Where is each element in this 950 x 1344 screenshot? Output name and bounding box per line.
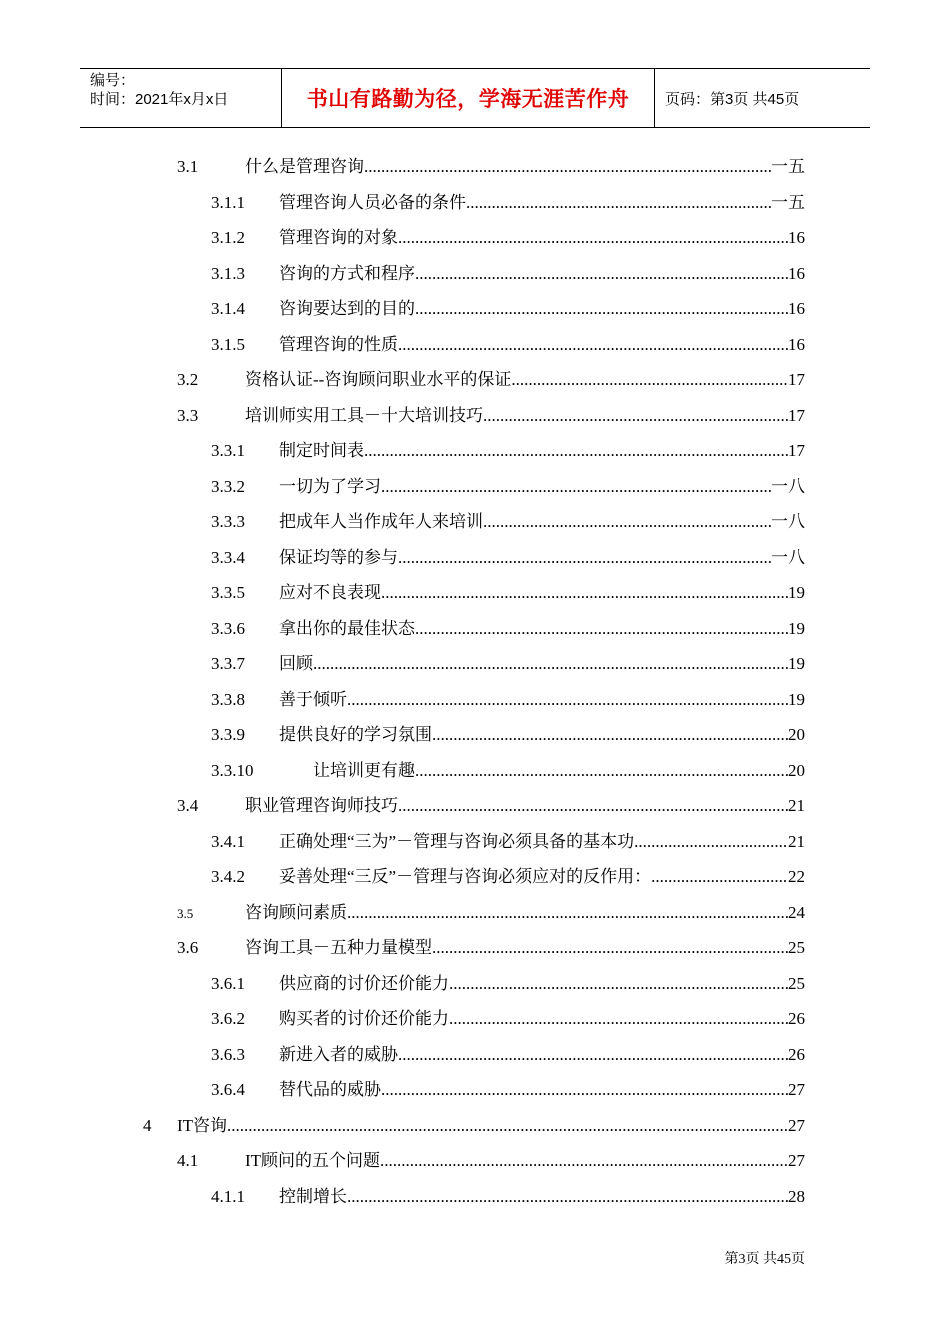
toc-entry-page: 26 — [788, 1044, 805, 1064]
toc-entry-leader — [347, 682, 788, 718]
toc-entry[interactable] — [211, 682, 805, 718]
toc-entry-title: 咨询顾问素质 — [245, 902, 347, 922]
toc-entry-title: 新进入者的威胁 — [279, 1044, 398, 1064]
toc-entry-leader — [381, 575, 788, 611]
toc-entry-page: 一五 — [771, 192, 805, 212]
toc-entry-leader — [483, 504, 771, 540]
toc-entry-number: 4 — [143, 1115, 152, 1135]
toc-entry[interactable] — [211, 575, 805, 611]
toc-entry-number: 3.3.9 — [211, 725, 245, 744]
toc-entry-page: 一八 — [771, 547, 805, 567]
toc-entry-title: 妥善处理“三反”－管理与咨询必须应对的反作用： — [279, 867, 652, 886]
toc-entry-number: 3.1.3 — [211, 263, 245, 283]
toc-entry-page: 16 — [788, 228, 805, 247]
toc-entry-leader — [634, 824, 788, 860]
toc-entry[interactable] — [143, 1108, 805, 1144]
toc-entry-title: 一切为了学习 — [279, 476, 381, 496]
toc-entry-number: 3.3.2 — [211, 476, 245, 496]
toc-entry-leader — [398, 220, 788, 256]
toc-entry-page: 27 — [788, 1080, 805, 1099]
toc-entry-leader — [398, 327, 788, 363]
toc-entry-page: 17 — [788, 370, 805, 389]
toc-entry-leader — [415, 753, 788, 789]
toc-entry-leader — [381, 1072, 788, 1108]
toc-entry[interactable] — [211, 504, 805, 540]
toc-entry-title: 培训师实用工具－十大培训技巧 — [245, 405, 483, 425]
toc-entry-number: 3.6.3 — [211, 1044, 245, 1064]
toc-entry-title: 让培训更有趣 — [313, 760, 415, 780]
toc-entry-number: 3.3.7 — [211, 654, 245, 673]
toc-entry-page: 17 — [788, 441, 805, 460]
toc-entry[interactable] — [211, 1037, 805, 1073]
toc-entry[interactable] — [211, 540, 805, 576]
toc-entry-leader — [398, 540, 771, 576]
toc-entry-number: 3.1.2 — [211, 228, 245, 247]
toc-entry[interactable] — [211, 291, 805, 327]
toc-entry-title: 替代品的威胁 — [279, 1080, 381, 1099]
toc-entry-page: 16 — [788, 299, 805, 318]
toc-entry-page: 21 — [788, 796, 805, 815]
toc-entry-title: IT顾问的五个问题 — [245, 1151, 381, 1170]
header-page-info: 页码：第3页 共45页 — [665, 90, 800, 108]
toc-entry[interactable] — [177, 895, 805, 931]
toc-entry-page: 21 — [788, 831, 805, 851]
header-divider-right — [654, 69, 655, 127]
toc-entry-leader — [381, 469, 771, 505]
toc-entry-leader — [432, 930, 788, 966]
toc-entry-page: 一八 — [771, 512, 805, 531]
toc-entry-leader — [449, 966, 788, 1002]
toc-entry[interactable] — [211, 611, 805, 647]
toc-entry-leader — [415, 256, 788, 292]
document-time-label: 时间：2021年x月x日 — [90, 91, 229, 108]
toc-entry-page: 20 — [788, 760, 805, 780]
toc-entry-leader — [347, 1179, 788, 1215]
toc-entry-page: 27 — [788, 1115, 805, 1135]
toc-entry-leader — [364, 149, 771, 185]
toc-entry-page: 24 — [788, 902, 805, 922]
toc-entry-title: 资格认证--咨询顾问职业水平的保证 — [245, 370, 512, 389]
toc-entry-leader — [415, 291, 788, 327]
toc-entry-number: 3.2 — [177, 370, 199, 389]
toc-entry-number: 3.1.4 — [211, 299, 245, 318]
toc-entry[interactable] — [177, 788, 805, 824]
toc-entry-title: 正确处理“三为”－管理与咨询必须具备的基本功 — [279, 831, 635, 851]
toc-entry-number: 4.1.1 — [211, 1186, 245, 1206]
toc-entry-number: 3.3.4 — [211, 547, 245, 567]
toc-entry-title: 回顾 — [279, 654, 313, 673]
toc-entry-number: 3.6.2 — [211, 1009, 245, 1028]
toc-entry[interactable] — [211, 966, 805, 1002]
header-motto: 书山有路勤为径，学海无涯苦作舟 — [306, 87, 630, 111]
toc-entry[interactable] — [211, 824, 805, 860]
toc-entry-number: 4.1 — [177, 1151, 199, 1170]
toc-entry-number: 3.6 — [177, 938, 199, 957]
toc-entry-number: 3.1 — [177, 157, 199, 176]
header-meta — [90, 71, 228, 109]
toc-entry-title: 把成年人当作成年人来培训 — [279, 512, 483, 531]
page-header — [80, 68, 870, 128]
toc-entry-title: 职业管理咨询师技巧 — [245, 796, 398, 815]
document-number-label: 编号： — [90, 72, 136, 89]
toc-entry-number: 3.6.4 — [211, 1080, 245, 1099]
toc-entry-number: 3.3.10 — [211, 760, 254, 780]
toc-entry-leader — [511, 362, 788, 398]
toc-entry-leader — [380, 1143, 788, 1179]
toc-entry-title: 咨询工具－五种力量模型 — [245, 938, 432, 957]
toc-entry-page: 25 — [788, 973, 805, 993]
toc-entry-title: 咨询要达到的目的 — [279, 299, 415, 318]
toc-entry-number: 3.6.1 — [211, 973, 245, 993]
toc-entry-title: 拿出你的最佳状态 — [279, 618, 415, 638]
toc-entry[interactable] — [211, 185, 805, 221]
toc-entry-page: 19 — [788, 689, 805, 709]
toc-entry-leader — [227, 1108, 788, 1144]
toc-entry-leader — [483, 398, 788, 434]
toc-entry-leader — [313, 646, 788, 682]
toc-entry-number: 3.3.6 — [211, 618, 245, 638]
toc-entry-page: 16 — [788, 263, 805, 283]
toc-entry-number: 3.5 — [177, 905, 194, 921]
toc-entry[interactable] — [177, 149, 805, 185]
toc-entry-page: 25 — [788, 938, 805, 957]
toc-entry[interactable] — [177, 398, 805, 434]
toc-entry-title: 咨询的方式和程序 — [279, 263, 415, 283]
toc-entry-number: 3.3.1 — [211, 441, 245, 460]
toc-entry[interactable] — [211, 469, 805, 505]
toc-entry-page: 27 — [788, 1151, 805, 1170]
toc-entry-title: 供应商的讨价还价能力 — [279, 973, 449, 993]
toc-entry-leader — [466, 185, 771, 221]
toc-entry-leader — [347, 895, 788, 931]
toc-entry-leader — [432, 717, 788, 753]
toc-entry-title: 应对不良表现 — [279, 583, 381, 602]
toc-entry[interactable] — [211, 1179, 805, 1215]
toc-entry-page: 26 — [788, 1009, 805, 1028]
toc-entry-page: 一八 — [771, 476, 805, 496]
toc-entry[interactable] — [211, 256, 805, 292]
toc-entry[interactable] — [211, 646, 805, 682]
toc-entry-page: 19 — [788, 583, 805, 602]
toc-entry[interactable] — [211, 753, 805, 789]
page-footer: 第3页 共45页 — [724, 1252, 805, 1267]
toc-entry-leader — [415, 611, 788, 647]
toc-entry-number: 3.1.5 — [211, 334, 245, 354]
toc-entry[interactable] — [211, 433, 805, 469]
toc-entry-leader — [449, 1001, 788, 1037]
toc-entry-number: 3.4.1 — [211, 831, 245, 851]
toc-entry[interactable] — [211, 717, 805, 753]
toc-entry-title: 保证均等的参与 — [279, 547, 398, 567]
toc-entry-number: 3.3.3 — [211, 512, 245, 531]
toc-entry-title: 什么是管理咨询 — [245, 157, 364, 176]
toc-entry[interactable] — [177, 362, 805, 398]
toc-entry-title: 提供良好的学习氛围 — [279, 725, 432, 744]
toc-entry-number: 3.3.8 — [211, 689, 245, 709]
toc-entry-page: 20 — [788, 725, 805, 744]
toc-entry-title: 购买者的讨价还价能力 — [279, 1009, 449, 1028]
toc-entry-title: 控制增长 — [279, 1186, 347, 1206]
toc-entry-title: 管理咨询的对象 — [279, 228, 398, 247]
toc-entry-page: 19 — [788, 618, 805, 638]
toc-entry-title: 制定时间表 — [279, 441, 364, 460]
toc-entry-number: 3.1.1 — [211, 192, 245, 212]
toc-entry-page: 一五 — [771, 157, 805, 176]
toc-entry-number: 3.3 — [177, 405, 199, 425]
toc-entry-title: IT咨询 — [177, 1115, 228, 1135]
toc-entry-title: 善于倾听 — [279, 689, 347, 709]
toc-entry[interactable] — [211, 327, 805, 363]
toc-entry-leader — [364, 433, 788, 469]
toc-entry-number: 3.3.5 — [211, 583, 245, 602]
toc-entry[interactable] — [211, 859, 805, 895]
toc-entry[interactable] — [177, 1143, 805, 1179]
toc-entry[interactable] — [211, 1072, 805, 1108]
toc-entry-title: 管理咨询人员必备的条件 — [279, 192, 466, 212]
toc-entry-page: 22 — [788, 867, 805, 886]
toc-entry-leader — [398, 1037, 788, 1073]
toc-entry-page: 16 — [788, 334, 805, 354]
toc-entry[interactable] — [177, 930, 805, 966]
toc-entry[interactable] — [211, 1001, 805, 1037]
toc-entry-page: 19 — [788, 654, 805, 673]
toc-entry-page: 17 — [788, 405, 805, 425]
toc-entry-number: 3.4.2 — [211, 867, 245, 886]
toc-entry-leader — [651, 859, 788, 895]
toc-entry-number: 3.4 — [177, 796, 199, 815]
toc-entry-title: 管理咨询的性质 — [279, 334, 398, 354]
toc-entry-leader — [398, 788, 788, 824]
toc-entry-page: 28 — [788, 1186, 805, 1206]
toc-entry[interactable] — [211, 220, 805, 256]
